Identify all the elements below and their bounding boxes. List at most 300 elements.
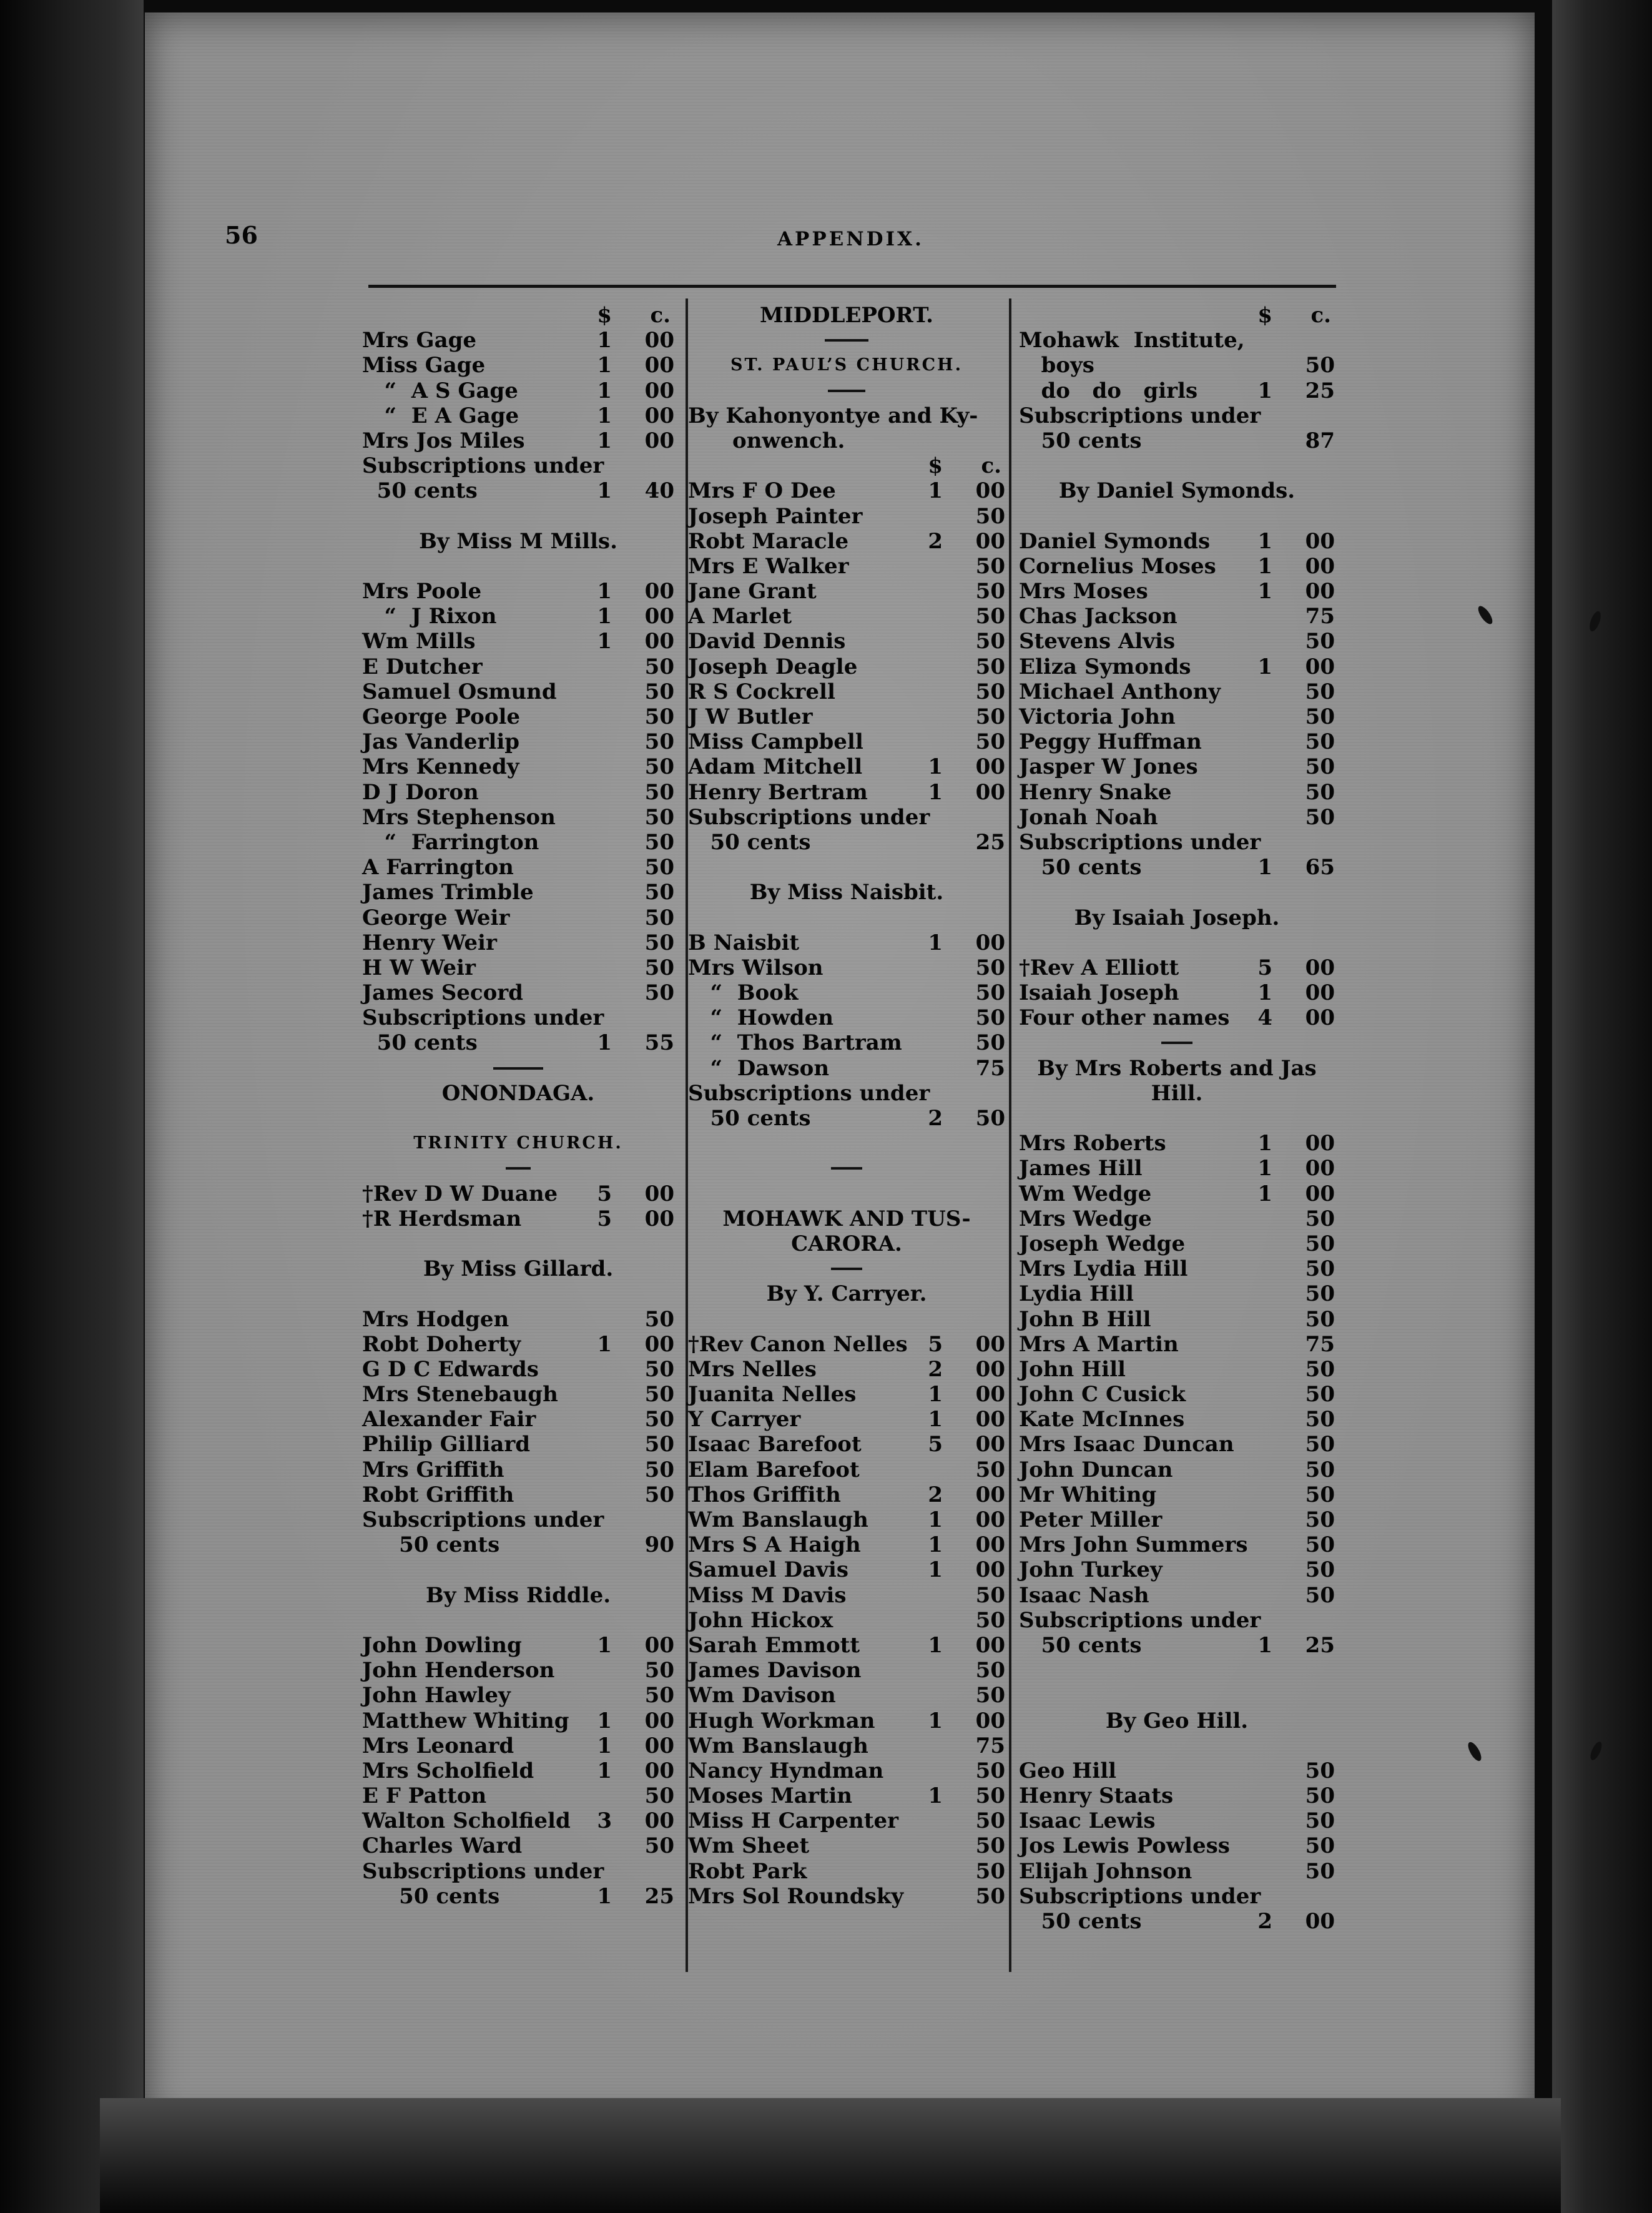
spacer <box>362 1231 674 1256</box>
amount-cents: 50 <box>644 1683 674 1708</box>
ledger-entry <box>362 1332 674 1357</box>
amount-cents: 50 <box>975 1030 1005 1056</box>
ledger-entry <box>688 780 1005 805</box>
subscriber-name: Wm Banslaugh <box>688 1507 868 1532</box>
ledger-entry <box>1019 1457 1335 1482</box>
ledger-entry <box>1019 1256 1335 1281</box>
spacer <box>362 504 674 529</box>
amount-cents: 00 <box>1305 553 1335 579</box>
ledger-entry <box>362 428 674 453</box>
subscriber-name: Mrs Sol Roundsky <box>688 1883 904 1909</box>
amount-cents: 50 <box>644 1306 674 1332</box>
subscriber-name: G D C Edwards <box>362 1356 539 1382</box>
subscriber-name: 50 cents <box>1019 855 1142 880</box>
ledger-entry <box>688 504 1005 529</box>
amount-cents: 50 <box>1305 1457 1335 1482</box>
ledger-entry <box>1019 780 1335 805</box>
ledger-entry <box>362 378 674 403</box>
subscriber-name: Subscriptions under <box>1019 1607 1261 1633</box>
subscriber-name: Mrs S A Haigh <box>688 1532 861 1558</box>
amount-cents: 50 <box>644 1457 674 1482</box>
subscriber-name: Mrs Scholfield <box>362 1758 534 1783</box>
subscriber-name: Walton Scholfield <box>362 1808 571 1834</box>
subscriber-name: Lydia Hill <box>1019 1281 1134 1307</box>
ledger-entry <box>362 1859 674 1884</box>
subscriber-name: “ Howden <box>688 1005 833 1031</box>
subscriber-name: Miss M Davis <box>688 1582 847 1608</box>
subscriber-name: 50 cents <box>362 1030 478 1056</box>
subscriber-name: David Dennis <box>688 629 846 654</box>
amount-cents: 50 <box>644 754 674 780</box>
ledger-entry <box>688 428 1005 453</box>
spacer <box>362 1281 674 1306</box>
subscriber-name: Subscriptions under <box>688 1080 930 1106</box>
ledger-entry <box>688 1030 1005 1055</box>
section-heading: By Y. Carryer. <box>766 1281 927 1307</box>
amount-dollars: 5 <box>928 1331 943 1357</box>
section-subheading: ST. PAUL’S CHURCH. <box>730 355 963 375</box>
amount-cents: 00 <box>1305 955 1335 980</box>
ledger-entry <box>688 1432 1005 1457</box>
ledger-entry <box>362 1507 674 1532</box>
amount-cents: 00 <box>975 1382 1005 1407</box>
amount-cents: 50 <box>1305 1557 1335 1583</box>
amount-cents: 00 <box>975 1432 1005 1457</box>
subscriber-name: Samuel Osmund <box>362 679 557 704</box>
amount-cents: 00 <box>1305 1005 1335 1031</box>
subscriber-name: E Dutcher <box>362 654 483 679</box>
section-heading: By Miss Gillard. <box>423 1256 614 1282</box>
amount-dollars: 2 <box>928 1106 943 1131</box>
ledger-entry <box>1019 654 1335 679</box>
subscriber-name: John Dowling <box>362 1632 522 1658</box>
amount-dollars: 1 <box>597 1331 612 1357</box>
amount-dollars: 1 <box>928 754 943 780</box>
subscriber-name: Eliza Symonds <box>1019 654 1191 679</box>
spacer <box>362 1608 674 1633</box>
amount-dollars: 5 <box>1257 955 1272 980</box>
subscriber-name: Nancy Hyndman <box>688 1758 884 1783</box>
subscriber-name: Subscriptions under <box>362 1005 604 1031</box>
amount-cents: 50 <box>644 955 674 980</box>
subscriber-name: George Poole <box>362 704 521 729</box>
column-2 <box>688 303 1005 1909</box>
amount-dollars: 1 <box>928 1783 943 1809</box>
subscriber-name: Elam Barefoot <box>688 1457 860 1482</box>
amount-cents: 00 <box>644 428 674 453</box>
ledger-entry <box>362 1307 674 1332</box>
ledger-entry <box>688 654 1005 679</box>
ledger-entry <box>1019 579 1335 604</box>
header-rule <box>368 285 1336 288</box>
subscriber-name: “ J Rixon <box>362 604 497 629</box>
ledger-entry <box>688 1056 1005 1081</box>
amount-cents: 00 <box>975 930 1005 955</box>
subscriber-name: †Rev A Elliott <box>1019 955 1179 980</box>
subscriber-name: †R Herdsman <box>362 1206 522 1231</box>
ledger-entry <box>362 1005 674 1030</box>
ledger-entry <box>1019 754 1335 779</box>
subscriber-name: James Hill <box>1019 1156 1143 1181</box>
amount-cents: 87 <box>1305 428 1335 453</box>
page-number: 56 <box>225 221 258 249</box>
amount-dollars: 1 <box>1257 1131 1272 1156</box>
column-3 <box>1019 303 1335 1934</box>
ledger-entry <box>1019 554 1335 579</box>
amount-cents: 50 <box>1305 1382 1335 1407</box>
ledger-entry <box>362 855 674 880</box>
amount-cents: 50 <box>975 955 1005 980</box>
ledger-entry <box>362 930 674 955</box>
subscriber-name: Mrs John Summers <box>1019 1532 1248 1558</box>
amount-dollars: 1 <box>928 779 943 805</box>
amount-cents: 00 <box>644 1206 674 1231</box>
section-divider <box>362 1156 674 1181</box>
amount-dollars: 2 <box>1257 1909 1272 1934</box>
subscriber-name: 50 cents <box>688 829 811 855</box>
amount-cents: 50 <box>644 1783 674 1809</box>
amount-dollars: 5 <box>928 1432 943 1457</box>
subscriber-name: R S Cockrell <box>688 679 835 704</box>
subscriber-name: Miss H Carpenter <box>688 1808 899 1834</box>
amount-cents: 50 <box>975 579 1005 604</box>
amount-cents: 50 <box>975 1582 1005 1608</box>
subscriber-name: John Hickox <box>688 1607 833 1633</box>
subscriber-name: E F Patton <box>362 1783 487 1809</box>
subscriber-name: Joseph Wedge <box>1019 1231 1186 1256</box>
amount-cents: 75 <box>975 1733 1005 1758</box>
currency-header <box>1019 303 1335 328</box>
amount-cents: 25 <box>975 829 1005 855</box>
amount-dollars: 1 <box>928 930 943 955</box>
ledger-entry <box>688 805 1005 830</box>
ledger-entry <box>362 1633 674 1658</box>
ledger-entry <box>688 629 1005 654</box>
subscriber-name: Mrs Stephenson <box>362 804 556 830</box>
ledger-entry <box>688 1005 1005 1030</box>
dollars-column-label: $ <box>928 453 943 479</box>
amount-dollars: 4 <box>1257 1005 1272 1031</box>
amount-cents: 00 <box>975 1532 1005 1558</box>
ledger-entry <box>1019 428 1335 453</box>
ledger-entry <box>1019 1909 1335 1934</box>
amount-cents: 50 <box>644 779 674 805</box>
subscriber-name: Victoria John <box>1019 704 1176 729</box>
amount-cents: 55 <box>644 1030 674 1056</box>
amount-cents: 00 <box>1305 1909 1335 1934</box>
amount-dollars: 1 <box>1257 1156 1272 1181</box>
subscriber-name: 50 cents <box>362 1883 500 1909</box>
spacer <box>688 905 1005 930</box>
ledger-entry <box>362 754 674 779</box>
ledger-entry <box>1019 1382 1335 1407</box>
ledger-entry <box>362 353 674 378</box>
section-heading: Hill. <box>1151 1080 1203 1106</box>
subscriber-name: Sarah Emmott <box>688 1632 860 1658</box>
subscriber-name: Henry Weir <box>362 930 497 955</box>
amount-cents: 90 <box>644 1532 674 1558</box>
ledger-entry <box>688 1382 1005 1407</box>
section-divider <box>362 1056 674 1081</box>
subscriber-name: Subscriptions under <box>1019 1883 1261 1909</box>
running-head: APPENDIX. <box>777 228 924 250</box>
amount-cents: 00 <box>644 629 674 654</box>
subscriber-name: Chas Jackson <box>1019 604 1178 629</box>
ledger-entry <box>688 930 1005 955</box>
divider-line <box>828 390 865 392</box>
ledger-entry <box>1019 1808 1335 1833</box>
amount-cents: 65 <box>1305 855 1335 880</box>
subscriber-name: Daniel Symonds <box>1019 528 1211 554</box>
subscriber-name: Mrs Hodgen <box>362 1306 509 1332</box>
amount-cents: 00 <box>644 604 674 629</box>
subscriber-name: Jas Vanderlip <box>362 729 520 755</box>
ledger-entry <box>362 679 674 704</box>
currency-header <box>362 303 674 328</box>
amount-dollars: 5 <box>597 1206 612 1231</box>
subscriber-name: Charles Ward <box>362 1833 523 1859</box>
ledger-entry <box>1019 1833 1335 1858</box>
subscriber-name: do do girls <box>1019 378 1198 403</box>
section-heading: ONONDAGA. <box>441 1080 595 1106</box>
amount-cents: 50 <box>1305 1858 1335 1884</box>
subscriber-name: Mrs Jos Miles <box>362 428 525 453</box>
ledger-entry <box>1019 328 1335 353</box>
ledger-entry <box>1019 1206 1335 1231</box>
subscriber-name: John C Cusick <box>1019 1382 1186 1407</box>
subscriber-name: †Rev D W Duane <box>362 1181 558 1206</box>
subscriber-name: John Hill <box>1019 1356 1126 1382</box>
subscriber-name: Mrs Isaac Duncan <box>1019 1432 1234 1457</box>
amount-cents: 50 <box>975 704 1005 729</box>
subscriber-name: boys <box>1019 353 1094 378</box>
subscriber-name: Mrs Leonard <box>362 1733 514 1758</box>
amount-cents: 50 <box>1305 353 1335 378</box>
amount-cents: 50 <box>644 804 674 830</box>
amount-cents: 00 <box>1305 1181 1335 1206</box>
ledger-entry <box>688 754 1005 779</box>
ledger-entry <box>688 1708 1005 1733</box>
amount-cents: 00 <box>644 353 674 378</box>
amount-cents: 00 <box>975 1407 1005 1432</box>
subscriber-name: Wm Davison <box>688 1683 836 1708</box>
ledger-entry <box>688 579 1005 604</box>
amount-cents: 50 <box>1305 1482 1335 1507</box>
subscriber-name: “ Dawson <box>688 1055 830 1081</box>
ledger-entry <box>688 1859 1005 1884</box>
subscriber-name: Mohawk Institute, <box>1019 328 1245 353</box>
amount-cents: 00 <box>644 1808 674 1834</box>
amount-dollars: 1 <box>597 1708 612 1733</box>
ledger-entry <box>362 1407 674 1432</box>
amount-cents: 00 <box>975 779 1005 805</box>
section-heading: By Daniel Symonds. <box>1058 478 1296 504</box>
amount-cents: 50 <box>644 1356 674 1382</box>
ledger-entry <box>362 1733 674 1758</box>
ledger-entry <box>688 1633 1005 1658</box>
amount-cents: 00 <box>975 1632 1005 1658</box>
ledger-entry <box>362 1833 674 1858</box>
ledger-entry <box>688 830 1005 855</box>
ledger-entry <box>362 1382 674 1407</box>
section-subheading: TRINITY CHURCH. <box>413 1133 623 1153</box>
subscriber-name: James Davison <box>688 1658 862 1683</box>
subscriber-name: Mrs Wilson <box>688 955 824 980</box>
amount-dollars: 1 <box>928 1507 943 1532</box>
amount-cents: 50 <box>1305 1758 1335 1783</box>
subscriber-name: Mrs Poole <box>362 579 482 604</box>
ledger-entry <box>688 1833 1005 1858</box>
ledger-entry <box>362 1432 674 1457</box>
spacer <box>362 1106 674 1131</box>
ledger-entry <box>362 403 674 428</box>
subscriber-name: Subscriptions under <box>1019 403 1261 428</box>
spacer <box>1019 504 1335 529</box>
amount-dollars: 1 <box>597 1030 612 1056</box>
amount-cents: 50 <box>644 729 674 755</box>
subscriber-name: 50 cents <box>1019 428 1142 453</box>
ledger-entry <box>362 1884 674 1909</box>
dollars-column-label: $ <box>597 303 612 328</box>
ledger-entry <box>1019 980 1335 1005</box>
subscriber-name: Mrs Nelles <box>688 1356 817 1382</box>
amount-cents: 50 <box>975 1607 1005 1633</box>
ledger-entry <box>688 1783 1005 1808</box>
amount-dollars: 2 <box>928 528 943 554</box>
amount-cents: 50 <box>644 930 674 955</box>
subscriber-name: John Hawley <box>362 1683 511 1708</box>
amount-dollars: 1 <box>597 403 612 428</box>
amount-cents: 00 <box>975 754 1005 780</box>
amount-dollars: 1 <box>597 478 612 504</box>
ledger-entry <box>362 1482 674 1507</box>
ledger-entry <box>1019 855 1335 880</box>
amount-dollars: 1 <box>597 378 612 403</box>
ledger-entry <box>1019 1432 1335 1457</box>
amount-cents: 50 <box>975 1783 1005 1809</box>
ledger-entry <box>688 1407 1005 1432</box>
currency-header <box>688 453 1005 478</box>
subscriber-name: 50 cents <box>362 478 478 504</box>
amount-cents: 00 <box>975 478 1005 504</box>
ledger-entry <box>688 679 1005 704</box>
amount-cents: 00 <box>1305 1156 1335 1181</box>
subscriber-name: John B Hill <box>1019 1306 1151 1332</box>
section-heading: By Miss M Mills. <box>419 528 617 554</box>
subscriber-name: “ Farrington <box>362 829 539 855</box>
subscriber-name: “ E A Gage <box>362 403 519 428</box>
ledger-entry <box>362 1808 674 1833</box>
amount-cents: 50 <box>975 1658 1005 1683</box>
spacer <box>1019 1658 1335 1683</box>
amount-dollars: 1 <box>597 604 612 629</box>
amount-cents: 50 <box>975 1758 1005 1783</box>
spacer <box>1019 930 1335 955</box>
subscriber-name: Subscriptions under <box>362 1507 604 1532</box>
ledger-entry <box>1019 1131 1335 1156</box>
subscriber-name: Mrs Lydia Hill <box>1019 1256 1188 1282</box>
amount-cents: 50 <box>975 1457 1005 1482</box>
subscriber-name: Henry Bertram <box>688 779 868 805</box>
amount-cents: 50 <box>1305 779 1335 805</box>
column-rule-right <box>1009 298 1011 1972</box>
subscriber-name: Adam Mitchell <box>688 754 863 780</box>
ledger-entry <box>688 1106 1005 1131</box>
ledger-entry <box>1019 1307 1335 1332</box>
amount-dollars: 1 <box>597 1632 612 1658</box>
subscriber-name: Wm Sheet <box>688 1833 810 1859</box>
amount-dollars: 1 <box>597 1758 612 1783</box>
amount-cents: 75 <box>1305 1331 1335 1357</box>
subscriber-name: Mrs E Walker <box>688 553 849 579</box>
scan-left-edge <box>0 0 144 2213</box>
spacer <box>1019 1106 1335 1131</box>
amount-cents: 50 <box>1305 1532 1335 1558</box>
subscriber-name: John Turkey <box>1019 1557 1163 1583</box>
amount-cents: 25 <box>644 1883 674 1909</box>
amount-cents: 50 <box>1305 1432 1335 1457</box>
amount-cents: 50 <box>975 604 1005 629</box>
amount-cents: 50 <box>644 1432 674 1457</box>
spacer <box>1019 1733 1335 1758</box>
ledger-entry <box>1019 1859 1335 1884</box>
ledger-entry <box>688 1457 1005 1482</box>
ledger-entry <box>362 1683 674 1708</box>
amount-dollars: 5 <box>597 1181 612 1206</box>
amount-cents: 50 <box>644 1833 674 1859</box>
amount-dollars: 1 <box>1257 378 1272 403</box>
subscriber-name: George Weir <box>362 905 510 930</box>
ledger-entry <box>1019 1181 1335 1206</box>
ledger-entry <box>688 1557 1005 1582</box>
subscriber-name: “ A S Gage <box>362 378 518 403</box>
amount-cents: 50 <box>975 654 1005 679</box>
ledger-entry <box>1019 403 1335 428</box>
subscriber-name: Thos Griffith <box>688 1482 841 1507</box>
amount-dollars: 1 <box>597 428 612 453</box>
ledger-entry <box>362 955 674 980</box>
amount-dollars: 2 <box>928 1356 943 1382</box>
subscriber-name: Juanita Nelles <box>688 1382 857 1407</box>
ledger-entry <box>1019 1482 1335 1507</box>
amount-cents: 50 <box>975 1683 1005 1708</box>
amount-cents: 00 <box>975 1507 1005 1532</box>
subscriber-name: Peter Miller <box>1019 1507 1163 1532</box>
amount-cents: 50 <box>1305 1256 1335 1282</box>
divider-line <box>1161 1042 1192 1044</box>
amount-dollars: 1 <box>597 579 612 604</box>
ledger-entry <box>688 1507 1005 1532</box>
amount-dollars: 1 <box>597 1733 612 1758</box>
amount-dollars: 1 <box>928 478 943 504</box>
subscriber-name: J W Butler <box>688 704 813 729</box>
amount-cents: 50 <box>644 654 674 679</box>
subscriber-name: D J Doron <box>362 779 479 805</box>
ledger-entry <box>688 1081 1005 1106</box>
subscriber-name: Subscriptions under <box>688 804 930 830</box>
subscriber-name: Subscriptions under <box>362 1858 604 1884</box>
amount-cents: 50 <box>1305 1281 1335 1307</box>
section-heading: By Miss Naisbit. <box>749 880 944 905</box>
subscriber-name: Henry Staats <box>1019 1783 1174 1809</box>
subscriber-name: James Trimble <box>362 880 534 905</box>
subscriber-name: Wm Banslaugh <box>688 1733 868 1758</box>
amount-cents: 50 <box>975 729 1005 755</box>
amount-dollars: 1 <box>928 1708 943 1733</box>
subscriber-name: Geo Hill <box>1019 1758 1117 1783</box>
amount-dollars: 1 <box>928 1632 943 1658</box>
scan-right-edge <box>1552 0 1652 2213</box>
